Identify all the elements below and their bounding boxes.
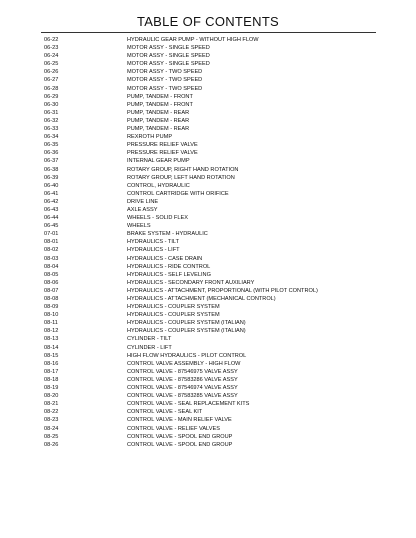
toc-entry[interactable] bbox=[44, 392, 384, 400]
toc-entry-label: PUMP, TANDEM - REAR bbox=[127, 117, 190, 124]
toc-entry[interactable] bbox=[44, 433, 384, 441]
toc-entry-label: PUMP, TANDEM - REAR bbox=[127, 126, 190, 133]
toc-entry-label: HYDRAULICS - COUPLER SYSTEM (ITALIAN) bbox=[127, 320, 246, 327]
toc-entry-code: 06-42 bbox=[44, 198, 59, 205]
toc-entry-label: MOTOR ASSY - TWO SPEED bbox=[127, 69, 203, 76]
toc-entry[interactable] bbox=[44, 271, 384, 279]
toc-entry[interactable] bbox=[44, 303, 384, 311]
toc-entry-code: 08-09 bbox=[44, 304, 59, 311]
toc-entry[interactable] bbox=[44, 182, 384, 190]
toc-entry-label: HYDRAULICS - ATTACHMENT (MECHANICAL CONTROL) bbox=[127, 296, 276, 302]
toc-entry-code: 06-27 bbox=[44, 77, 59, 84]
toc-entry[interactable] bbox=[44, 295, 384, 303]
toc-entry[interactable] bbox=[44, 230, 384, 238]
toc-entry-code: 06-37 bbox=[44, 158, 59, 165]
toc-entry-label: MOTOR ASSY - TWO SPEED bbox=[127, 77, 203, 84]
toc-entry-label: WHEELS bbox=[127, 223, 151, 230]
toc-entry-code: 06-36 bbox=[44, 150, 59, 157]
toc-entry-label: MOTOR ASSY - TWO SPEED bbox=[127, 85, 203, 92]
toc-entry-label: MOTOR ASSY - SINGLE SPEED bbox=[127, 61, 210, 68]
toc-entry-label: MOTOR ASSY - SINGLE SPEED bbox=[127, 45, 210, 52]
toc-entry[interactable] bbox=[44, 319, 384, 327]
toc-entry[interactable] bbox=[44, 198, 384, 206]
toc-entry-code: 08-15 bbox=[44, 352, 59, 359]
toc-entry[interactable] bbox=[44, 117, 384, 125]
toc-entry-code: 06-31 bbox=[44, 109, 59, 116]
toc-entry-code: 08-18 bbox=[44, 376, 59, 383]
toc-entry-label: DRIVE LINE bbox=[127, 198, 159, 205]
toc-entry-label: MOTOR ASSY - SINGLE SPEED bbox=[127, 53, 210, 60]
toc-entry[interactable] bbox=[44, 149, 384, 157]
toc-entry-code: 08-17 bbox=[44, 368, 59, 375]
toc-entry-label: CONTROL VALVE - MAIN RELIEF VALVE bbox=[127, 417, 232, 424]
toc-entry[interactable] bbox=[44, 85, 384, 93]
toc-entry-code: 06-30 bbox=[44, 101, 59, 108]
toc-entry[interactable] bbox=[44, 52, 384, 60]
toc-entry[interactable] bbox=[44, 206, 384, 214]
toc-entry[interactable] bbox=[44, 384, 384, 392]
toc-entry[interactable] bbox=[44, 441, 384, 449]
toc-entry-code: 06-45 bbox=[44, 223, 59, 230]
toc-entry[interactable] bbox=[44, 141, 384, 149]
toc-entry-label: HIGH FLOW HYDRAULICS - PILOT CONTROL bbox=[127, 352, 247, 359]
toc-entry[interactable] bbox=[44, 214, 384, 222]
toc-entry-code: 08-08 bbox=[44, 296, 59, 302]
toc-entry-code: 08-24 bbox=[44, 425, 59, 432]
toc-entry[interactable] bbox=[44, 255, 384, 263]
toc-entry-code: 06-28 bbox=[44, 85, 59, 92]
toc-entry-label: HYDRAULICS - COUPLER SYSTEM (ITALIAN) bbox=[127, 328, 246, 335]
toc-entry-label: PRESSURE RELIEF VALVE bbox=[127, 150, 198, 157]
toc-entry-label: CONTROL VALVE - SEAL KIT bbox=[127, 409, 203, 416]
toc-entry-label: PUMP, TANDEM - FRONT bbox=[127, 101, 193, 108]
toc-entry[interactable] bbox=[44, 376, 384, 384]
toc-entry-label: WHEELS - SOLID FLEX bbox=[127, 215, 188, 222]
toc-entry-code: 07-01 bbox=[44, 231, 59, 238]
toc-entry[interactable] bbox=[44, 60, 384, 68]
toc-entry-code: 08-23 bbox=[44, 417, 59, 424]
toc-entry-code: 08-12 bbox=[44, 328, 59, 335]
toc-entry-code: 08-01 bbox=[44, 239, 59, 246]
toc-entry-label: HYDRAULICS - ATTACHMENT, PROPORTIONAL (WITH PILOT CONTROL) bbox=[127, 287, 318, 294]
toc-entry-label: CONTROL, HYDRAULIC bbox=[127, 182, 190, 189]
toc-entry-label: CONTROL VALVE - 87546975 VALVE ASSY bbox=[127, 368, 238, 375]
toc-entry-code: 08-20 bbox=[44, 393, 59, 400]
toc-entry[interactable] bbox=[44, 190, 384, 198]
toc-entry[interactable] bbox=[44, 352, 384, 360]
toc-entry-code: 08-16 bbox=[44, 360, 59, 367]
toc-entry[interactable] bbox=[44, 279, 384, 287]
toc-entry-code: 06-32 bbox=[44, 117, 59, 124]
toc-entry[interactable] bbox=[44, 344, 384, 352]
toc-entry-code: 06-22 bbox=[44, 37, 59, 43]
toc-entry-label: HYDRAULICS - LIFT bbox=[127, 247, 180, 254]
toc-entry-code: 08-11 bbox=[44, 320, 58, 327]
toc-entry-code: 08-14 bbox=[44, 344, 59, 351]
toc-entry[interactable] bbox=[44, 101, 384, 109]
toc-entry-label: PUMP, TANDEM - REAR bbox=[127, 109, 190, 116]
toc-entry-label: CONTROL VALVE ASSEMBLY - HIGH FLOW bbox=[127, 360, 241, 367]
toc-entry-code: 06-44 bbox=[44, 215, 59, 222]
toc-entry-label: CONTROL VALVE - SEAL REPLACEMENT KITS bbox=[127, 401, 250, 408]
toc-entry[interactable] bbox=[44, 166, 384, 174]
toc-entry-label: HYDRAULICS - CASE DRAIN bbox=[127, 255, 203, 262]
toc-entry-label: BRAKE SYSTEM - HYDRAULIC bbox=[127, 231, 208, 238]
page-title: TABLE OF CONTENTS bbox=[136, 14, 280, 29]
toc-entry-code: 08-26 bbox=[44, 441, 59, 448]
toc-entry-label: HYDRAULICS - SECONDARY FRONT AUXILIARY bbox=[127, 279, 255, 286]
title-divider bbox=[41, 32, 376, 33]
toc-entry-label: REXROTH PUMP bbox=[127, 134, 173, 141]
toc-entry-code: 08-02 bbox=[44, 247, 59, 254]
toc-entry-label: HYDRAULIC GEAR PUMP - WITHOUT HIGH FLOW bbox=[127, 37, 259, 43]
toc-entry-label: CYLINDER - LIFT bbox=[127, 344, 172, 351]
toc-entry-code: 06-34 bbox=[44, 134, 59, 141]
toc-entry[interactable] bbox=[44, 368, 384, 376]
toc-entry-label: PUMP, TANDEM - FRONT bbox=[127, 93, 193, 100]
toc-entry-label: HYDRAULICS - RIDE CONTROL bbox=[127, 263, 211, 270]
toc-entry[interactable] bbox=[44, 36, 384, 44]
toc-entry[interactable] bbox=[44, 93, 384, 101]
toc-entry[interactable] bbox=[44, 408, 384, 416]
toc-entry[interactable] bbox=[44, 360, 384, 368]
toc-entry[interactable] bbox=[44, 44, 384, 52]
toc-entry[interactable] bbox=[44, 400, 384, 408]
toc-entry-label: CONTROL VALVE - 87546974 VALVE ASSY bbox=[127, 385, 238, 392]
toc-entry[interactable] bbox=[44, 238, 384, 246]
toc-entry-code: 08-06 bbox=[44, 279, 59, 286]
toc-entry-code: 06-23 bbox=[44, 45, 59, 52]
toc-entry[interactable] bbox=[44, 222, 384, 230]
toc-entry-code: 06-39 bbox=[44, 174, 59, 181]
toc-entry-label: HYDRAULICS - COUPLER SYSTEM bbox=[127, 312, 220, 319]
toc-entry-label: AXLE ASSY bbox=[127, 206, 158, 213]
toc-entry[interactable] bbox=[44, 287, 384, 295]
toc-entry-code: 06-25 bbox=[44, 61, 59, 68]
toc-entry-code: 06-24 bbox=[44, 53, 59, 60]
toc-entry[interactable] bbox=[44, 425, 384, 433]
toc-entry-label: CONTROL VALVE - SPOOL END GROUP bbox=[127, 441, 233, 448]
toc-entry-code: 06-26 bbox=[44, 69, 59, 76]
toc-entry-code: 08-10 bbox=[44, 312, 59, 319]
toc-entry-code: 06-35 bbox=[44, 142, 59, 149]
toc-entry-label: HYDRAULICS - SELF LEVELING bbox=[127, 271, 211, 278]
toc-entry-code: 08-05 bbox=[44, 271, 59, 278]
toc-entry-label: CONTROL VALVE - SPOOL END GROUP bbox=[127, 433, 233, 440]
toc-entry-label: HYDRAULICS - TILT bbox=[127, 239, 180, 246]
toc-entry[interactable] bbox=[44, 263, 384, 271]
toc-entry-code: 08-13 bbox=[44, 336, 59, 343]
toc-entry-label: CONTROL VALVE - 87583286 VALVE ASSY bbox=[127, 376, 238, 383]
toc-entry-code: 06-29 bbox=[44, 93, 59, 100]
toc-entry-code: 08-03 bbox=[44, 255, 59, 262]
toc-entry-code: 08-22 bbox=[44, 409, 59, 416]
toc-entry[interactable] bbox=[44, 335, 384, 343]
toc-entry-label: ROTARY GROUP, RIGHT HAND ROTATION bbox=[127, 166, 239, 173]
toc-entry-code: 06-38 bbox=[44, 166, 59, 173]
toc-entry-label: CONTROL VALVE - 87583285 VALVE ASSY bbox=[127, 393, 238, 400]
toc-entry-label: PRESSURE RELIEF VALVE bbox=[127, 142, 198, 149]
toc-entry-code: 08-07 bbox=[44, 287, 59, 294]
toc-entry-code: 06-41 bbox=[44, 190, 59, 197]
toc-entry-label: ROTARY GROUP, LEFT HAND ROTATION bbox=[127, 174, 235, 181]
toc-entry[interactable] bbox=[44, 246, 384, 254]
toc-list bbox=[44, 36, 384, 449]
toc-entry-code: 06-43 bbox=[44, 206, 59, 213]
toc-entry-label: INTERNAL GEAR PUMP bbox=[127, 158, 190, 165]
toc-entry[interactable] bbox=[44, 174, 384, 182]
toc-entry[interactable] bbox=[44, 76, 384, 84]
toc-entry-code: 08-19 bbox=[44, 385, 59, 392]
toc-entry-label: HYDRAULICS - COUPLER SYSTEM bbox=[127, 304, 220, 311]
toc-entry-label: CYLINDER - TILT bbox=[127, 336, 172, 343]
toc-entry[interactable] bbox=[44, 109, 384, 117]
toc-entry-label: CONTROL VALVE - RELIEF VALVES bbox=[127, 425, 220, 432]
toc-entry-code: 08-25 bbox=[44, 433, 59, 440]
toc-entry-label: CONTROL CARTRIDGE WITH ORIFICE bbox=[127, 190, 229, 197]
toc-entry[interactable] bbox=[44, 133, 384, 141]
toc-entry-code: 08-04 bbox=[44, 263, 59, 270]
toc-entry[interactable] bbox=[44, 327, 384, 335]
toc-entry[interactable] bbox=[44, 157, 384, 165]
toc-entry-code: 06-33 bbox=[44, 126, 59, 133]
toc-entry[interactable] bbox=[44, 311, 384, 319]
toc-entry-code: 08-21 bbox=[44, 401, 59, 408]
toc-entry[interactable] bbox=[44, 416, 384, 424]
toc-entry-code: 06-40 bbox=[44, 182, 59, 189]
toc-entry[interactable] bbox=[44, 125, 384, 133]
toc-entry[interactable] bbox=[44, 68, 384, 76]
